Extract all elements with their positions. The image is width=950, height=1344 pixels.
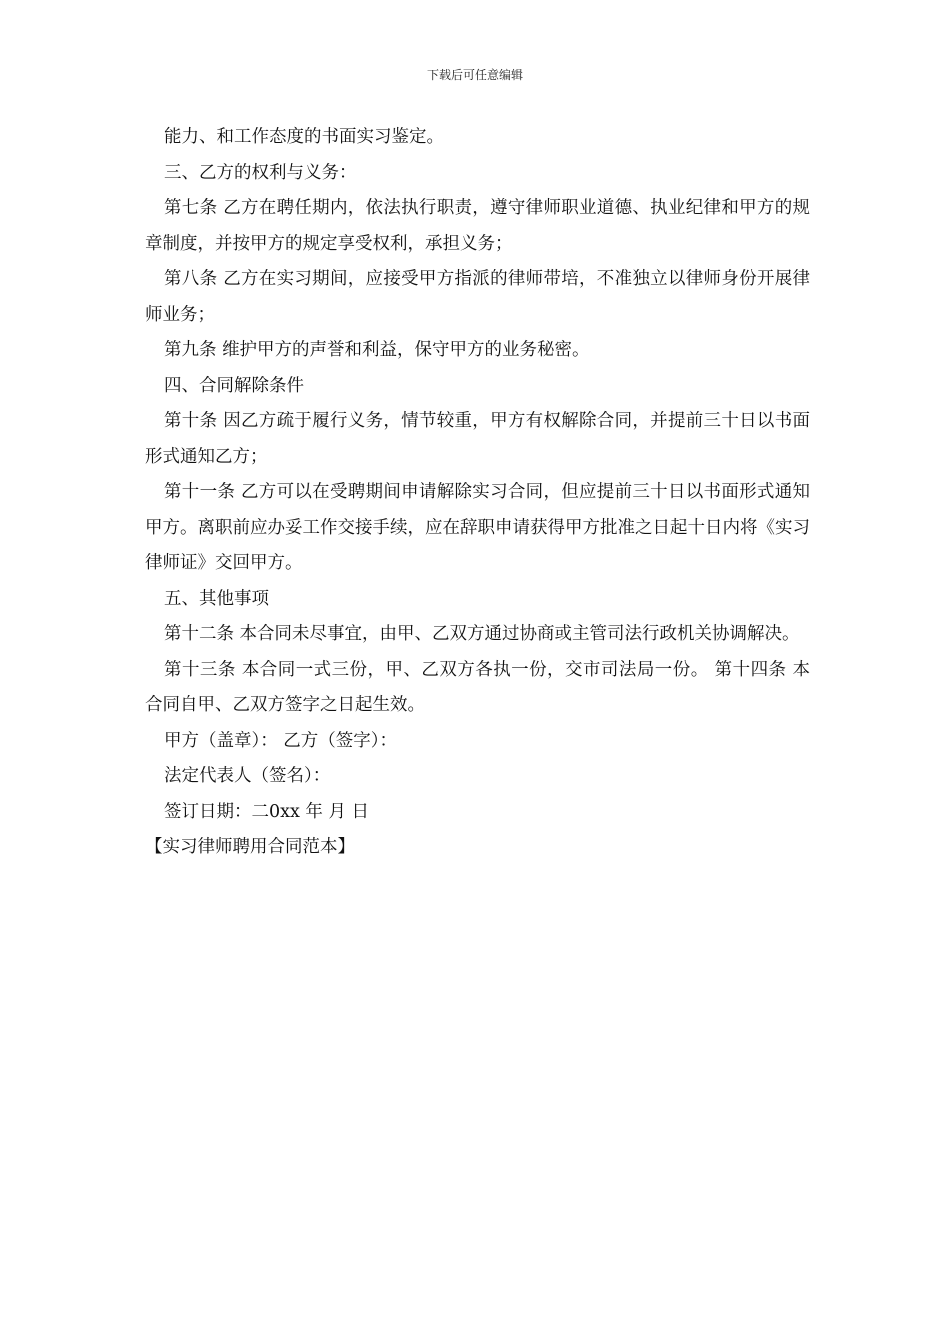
section-heading-other: 五、其他事项 bbox=[164, 588, 269, 609]
document-body bbox=[145, 120, 810, 866]
article-10: 第十条 因乙方疏于履行义务，情节较重，甲方有权解除合同，并提前三十日以书面形式通知乙方； bbox=[145, 411, 810, 467]
section-heading-rights: 三、乙方的权利与义务： bbox=[164, 162, 357, 183]
article-9: 第九条 维护甲方的声誉和利益，保守甲方的业务秘密。 bbox=[164, 340, 590, 360]
document-title-footer: 【实习律师聘用合同范本】 bbox=[145, 837, 355, 857]
article-8: 第八条 乙方在实习期间，应接受甲方指派的律师带培，不准独立以律师身份开展律师业务； bbox=[145, 269, 810, 325]
paragraph-appraisal: 能力、和工作态度的书面实习鉴定。 bbox=[164, 127, 444, 147]
section-heading-termination: 四、合同解除条件 bbox=[164, 375, 304, 396]
signature-parties: 甲方（盖章）： 乙方（签字）： bbox=[164, 730, 398, 751]
article-11: 第十一条 乙方可以在受聘期间申请解除实习合同，但应提前三十日以书面形式通知甲方。离职前应办妥工作交接手续，应在辞职申请获得甲方批准之日起十日内将《实习律师证》交回甲方。 bbox=[145, 482, 810, 573]
legal-representative-signature: 法定代表人（签名）： bbox=[164, 766, 331, 786]
article-7: 第七条 乙方在聘任期内，依法执行职责，遵守律师职业道德、执业纪律和甲方的规章制度，并按甲方的规定享受权利，承担义务； bbox=[145, 198, 810, 254]
article-13-14: 第十三条 本合同一式三份，甲、乙双方各执一份，交市司法局一份。 第十四条 本合同自甲、乙双方签字之日起生效。 bbox=[145, 659, 810, 715]
article-12: 第十二条 本合同未尽事宜，由甲、乙双方通过协商或主管司法行政机关协调解决。 bbox=[164, 624, 800, 644]
page-header: 下载后可任意编辑 bbox=[426, 68, 523, 82]
signing-date: 签订日期：二0xx 年 月 日 bbox=[164, 801, 370, 822]
